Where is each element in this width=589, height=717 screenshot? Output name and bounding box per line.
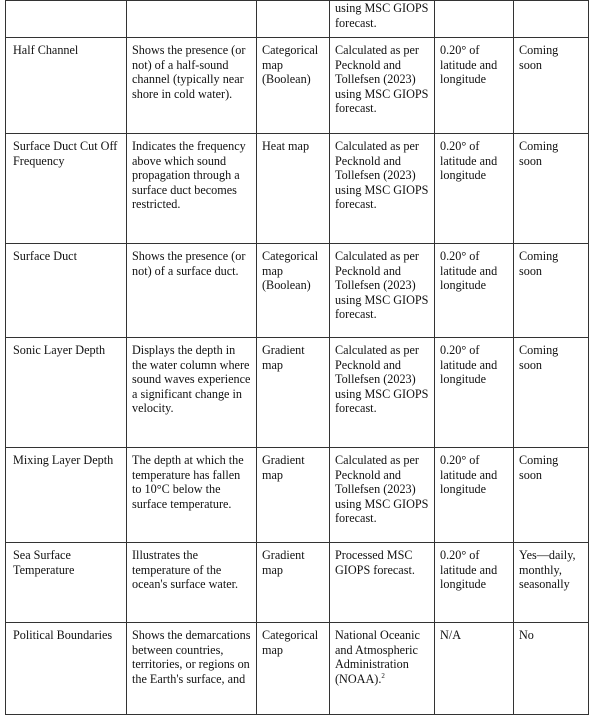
cell-resolution: 0.20° of latitude and longitude (435, 338, 514, 448)
cell-map-type: Categorical map (257, 623, 330, 715)
cell-layer-name: Political Boundaries (6, 623, 127, 715)
table-row (6, 338, 589, 448)
document-page (5, 0, 588, 715)
table-row (6, 543, 589, 623)
table-row (6, 1, 589, 38)
cell-layer-name: Sonic Layer Depth (6, 338, 127, 448)
cell-map-type: Gradient map (257, 448, 330, 543)
cell-layer-name: Surface Duct (6, 244, 127, 338)
table-row (6, 38, 589, 134)
cell-availability: Coming soon (514, 134, 589, 244)
cell-resolution: 0.20° of latitude and longitude (435, 134, 514, 244)
cell-resolution: 0.20° of latitude and longitude (435, 543, 514, 623)
cell-layer-name: Sea Surface Temperature (6, 543, 127, 623)
source-text: National Oceanic and Atmospheric Administration (NOAA). (335, 628, 420, 686)
cell-layer-name: Surface Duct Cut Off Frequency (6, 134, 127, 244)
cell-map-type: Heat map (257, 134, 330, 244)
cell-description: Indicates the frequency above which sound propagation through a surface duct becomes restricted. (127, 134, 257, 244)
cell-data-source (330, 623, 435, 715)
cell-availability: Coming soon (514, 38, 589, 134)
data-layers-table (5, 0, 589, 715)
cell-data-source: Calculated as per Pecknold and Tollefsen (2023) using MSC GIOPS forecast. (330, 338, 435, 448)
cell-data-source: Calculated as per Pecknold and Tollefsen (2023) using MSC GIOPS forecast. (330, 38, 435, 134)
cell-description: Shows the presence (or not) of a surface duct. (127, 244, 257, 338)
cell-availability (514, 1, 589, 38)
cell-data-source: Calculated as per Pecknold and Tollefsen (2023) using MSC GIOPS forecast. (330, 448, 435, 543)
cell-description: Illustrates the temperature of the ocean's surface water. (127, 543, 257, 623)
cell-layer-name (6, 1, 127, 38)
cell-map-type (257, 1, 330, 38)
cell-data-source: Processed MSC GIOPS forecast. (330, 543, 435, 623)
cell-availability: Coming soon (514, 338, 589, 448)
table-row (6, 134, 589, 244)
table-row (6, 244, 589, 338)
footnote-marker: 2 (381, 671, 385, 680)
cell-resolution (435, 1, 514, 38)
cell-description (127, 1, 257, 38)
cell-description: The depth at which the temperature has fallen to 10°C below the surface temperature. (127, 448, 257, 543)
cell-data-source: Calculated as per Pecknold and Tollefsen (2023) using MSC GIOPS forecast. (330, 244, 435, 338)
cell-map-type: Categorical map (Boolean) (257, 244, 330, 338)
cell-resolution: 0.20° of latitude and longitude (435, 38, 514, 134)
cell-map-type: Categorical map (Boolean) (257, 38, 330, 134)
cell-layer-name: Mixing Layer Depth (6, 448, 127, 543)
cell-availability: No (514, 623, 589, 715)
cell-data-source: using MSC GIOPS forecast. (330, 1, 435, 38)
cell-description: Shows the demarcations between countries, territories, or regions on the Earth's surface, and (127, 623, 257, 715)
cell-availability: Coming soon (514, 244, 589, 338)
cell-map-type: Gradient map (257, 543, 330, 623)
cell-description: Displays the depth in the water column where sound waves experience a significant change in velocity. (127, 338, 257, 448)
table-row (6, 448, 589, 543)
cell-map-type: Gradient map (257, 338, 330, 448)
table-row (6, 623, 589, 715)
cell-data-source: Calculated as per Pecknold and Tollefsen (2023) using MSC GIOPS forecast. (330, 134, 435, 244)
cell-resolution: N/A (435, 623, 514, 715)
cell-availability: Coming soon (514, 448, 589, 543)
cell-resolution: 0.20° of latitude and longitude (435, 448, 514, 543)
cell-layer-name: Half Channel (6, 38, 127, 134)
cell-resolution: 0.20° of latitude and longitude (435, 244, 514, 338)
cell-description: Shows the presence (or not) of a half-sound channel (typically near shore in cold water). (127, 38, 257, 134)
cell-availability: Yes—daily, monthly, seasonally (514, 543, 589, 623)
